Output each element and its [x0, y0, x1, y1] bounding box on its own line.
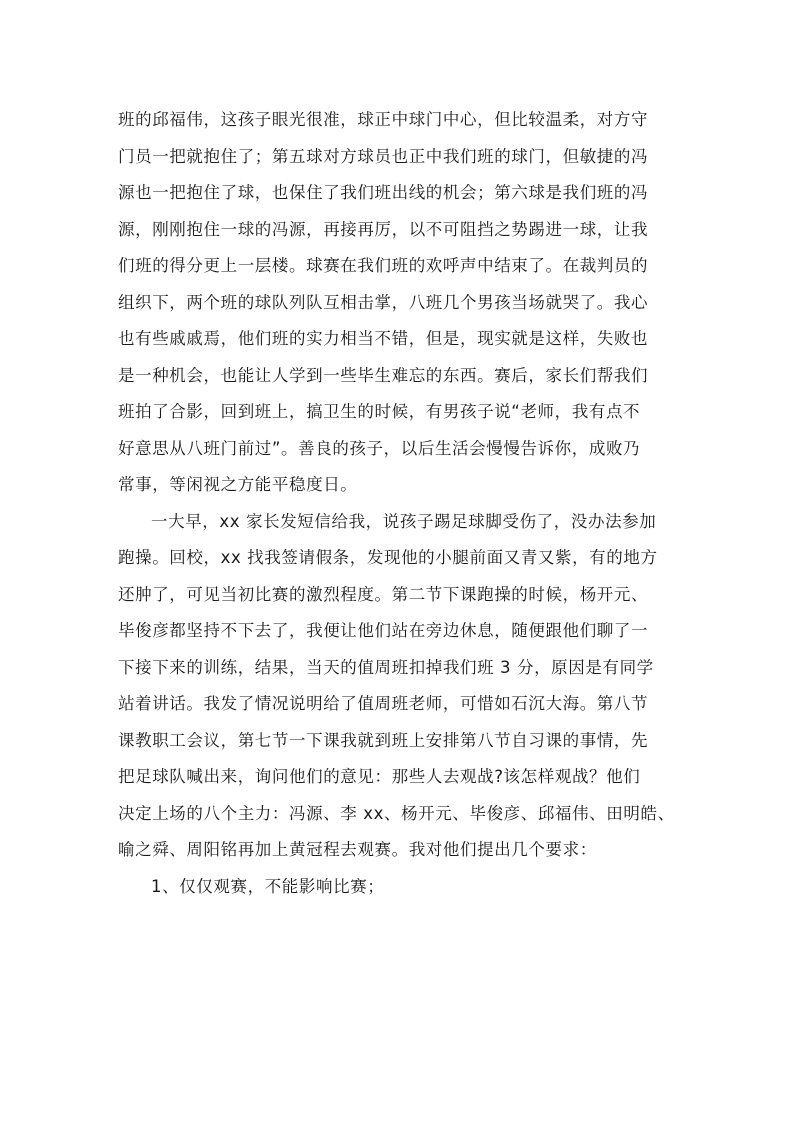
paragraph-requirement-1 [118, 869, 680, 906]
text-line: 班的邱福伟，这孩子眼光很准，球正中球门中心，但比较温柔，对方守 [118, 110, 649, 129]
text-line: 班拍了合影，回到班上，搞卫生的时候，有男孩子说“老师，我有点不 [118, 402, 641, 421]
text-line: 也有些戚戚焉，他们班的实力相当不错，但是，现实就是这样，失败也 [118, 329, 649, 348]
paragraph-match-result [118, 102, 680, 504]
text-line: 课教职工会议，第七节一下课我就到班上安排第八节自习课的事情，先 [118, 730, 649, 750]
paragraph-injury-and-plan [118, 504, 680, 869]
text-line: 跑操。回校，xx 找我签请假条，发现他的小腿前面又青又紫，有的地方 [118, 548, 658, 567]
text-line: 们班的得分更上一层楼。球赛在我们班的欢呼声中结束了。在裁判员的 [118, 256, 649, 275]
text-line: 还肿了，可见当初比赛的激烈程度。第二节下课跑操的时候，杨开元、 [118, 584, 649, 604]
text-line-indented: 1、仅仅观赛，不能影响比赛； [151, 876, 385, 896]
text-line: 毕俊彦都坚持不下去了，我便让他们站在旁边休息，随便跟他们聊了一 [118, 621, 649, 640]
text-line: 门员一把就抱住了；第五球对方球员也正中我们班的球门，但敏捷的冯 [118, 146, 649, 166]
text-line: 下接下来的训练，结果，当天的值周班扣掉我们班 3 分，原因是有同学 [118, 657, 654, 677]
text-line: 源也一把抱住了球，也保住了我们班出线的机会；第六球是我们班的冯 [118, 183, 649, 202]
text-line: 喻之舜、周阳铭再加上黄冠程去观赛。我对他们提出几个要求： [118, 840, 597, 859]
text-line: 把足球队喊出来，询问他们的意见：那些人去观战?该怎样观战？他们 [118, 767, 641, 786]
text-line: 站着讲话。我发了情况说明给了值周班老师，可惜如石沉大海。第八节 [118, 694, 649, 713]
text-line: 组织下，两个班的球队列队互相击掌，八班几个男孩当场就哭了。我心 [118, 292, 649, 312]
text-line: 常事，等闲视之方能平稳度日。 [118, 475, 358, 494]
body-text [118, 102, 680, 905]
text-line: 决定上场的八个主力：冯源、李 xx、杨开元、毕俊彦、邱福伟、田明皓、 [118, 803, 675, 823]
text-line: 是一种机会，也能让人学到一些毕生难忘的东西。赛后，家长们帮我们 [118, 365, 649, 385]
text-line: 源，刚刚抱住一球的冯源，再接再厉，以不可阻挡之势踢进一球，让我 [118, 219, 649, 239]
text-line: 好意思从八班门前过”。善良的孩子，以后生活会慢慢告诉你，成败乃 [118, 438, 641, 458]
text-line-indented: 一大早，xx 家长发短信给我，说孩子踢足球脚受伤了，没办法参加 [151, 511, 657, 531]
